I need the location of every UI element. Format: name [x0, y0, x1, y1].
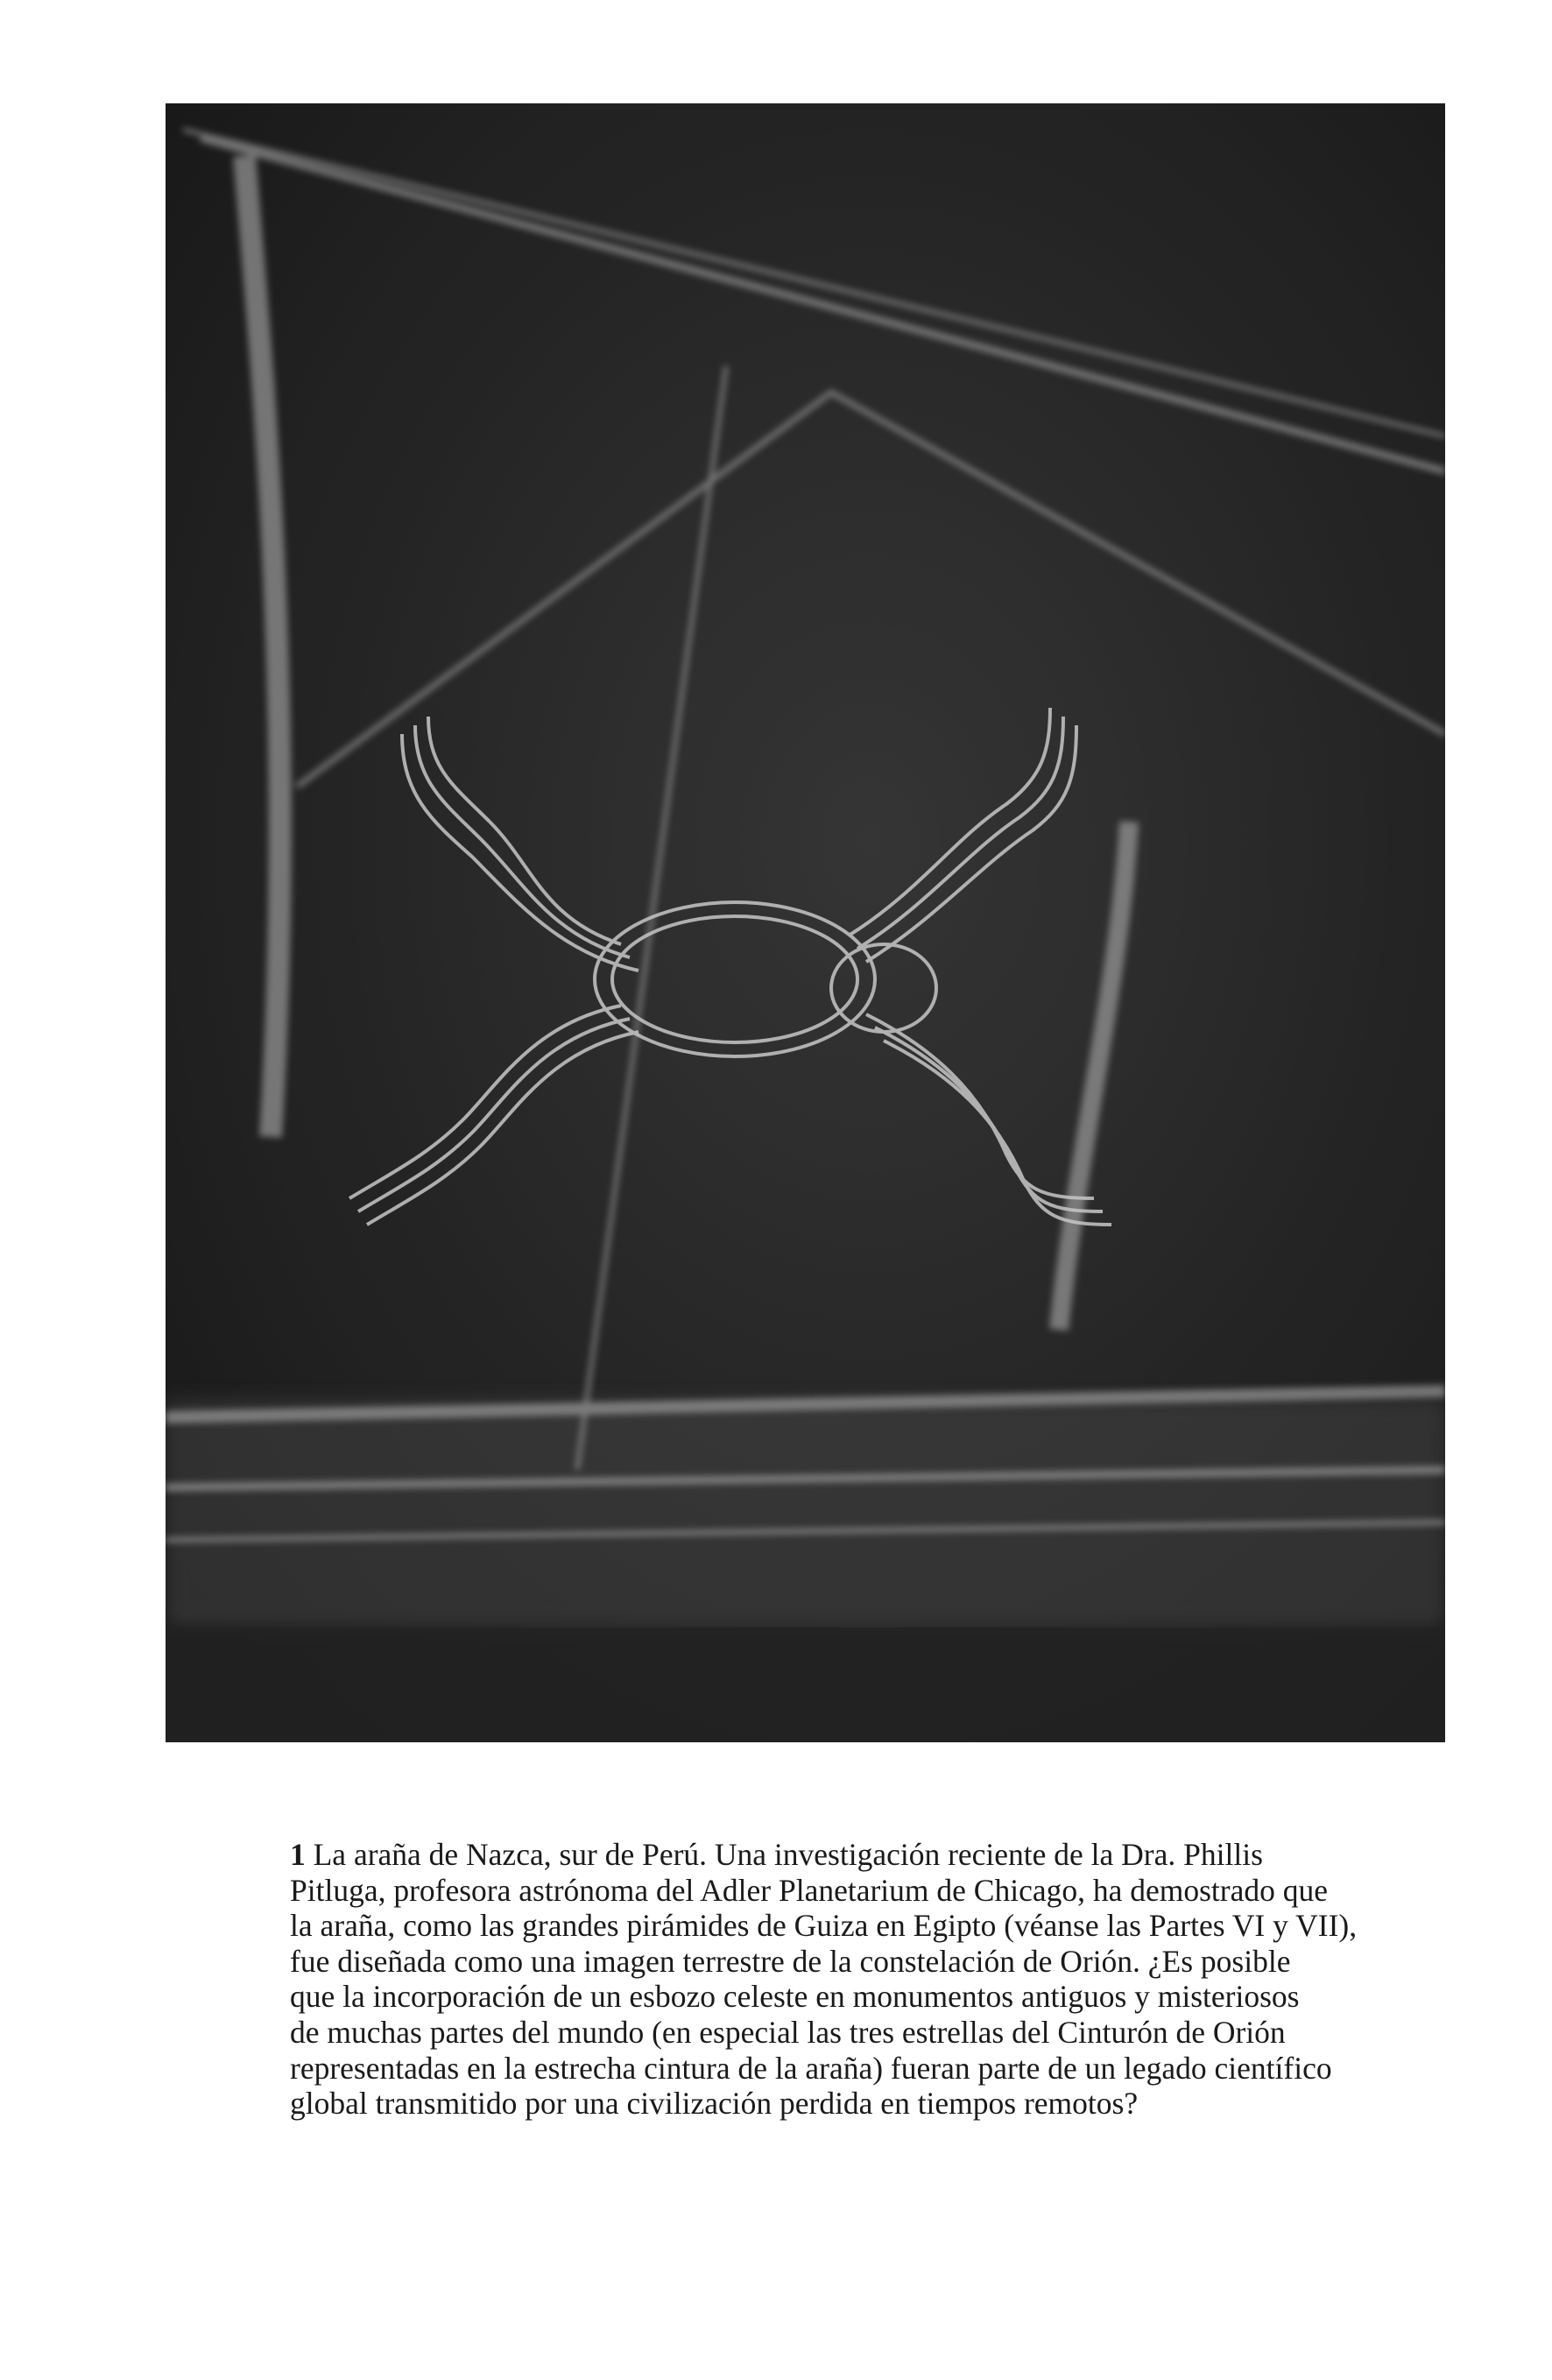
nazca-spider-photo	[166, 103, 1445, 1742]
caption-text-line: de muchas partes del mundo (en especial las tres estrellas del Cinturón de Orión	[290, 2014, 1286, 2050]
caption-text-line: La araña de Nazca, sur de Perú. Una investigación reciente de la Dra. Phillis	[313, 1837, 1263, 1872]
caption-text-line: la araña, como las grandes pirámides de Guiza en Egipto (véanse las Partes VI y VII),	[290, 1908, 1358, 1944]
caption-text-line: representadas en la estrecha cintura de la araña) fueran parte de un legado científico	[290, 2050, 1332, 2086]
nazca-spider-aerial-image	[166, 103, 1445, 1742]
caption-text-line: Pitluga, profesora astrónoma del Adler Planetarium de Chicago, ha demostrado que	[290, 1872, 1328, 1908]
caption-text-line: que la incorporación de un esbozo celeste en monumentos antiguos y misteriosos	[290, 1979, 1300, 2015]
caption-text-line: global transmitido por una civilización perdida en tiempos remotos?	[290, 2086, 1139, 2122]
caption-line-1	[290, 1837, 1429, 1873]
figure-number: 1	[290, 1837, 306, 1872]
caption-text-line: fue diseñada como una imagen terrestre de la constelación de Orión. ¿Es posible	[290, 1943, 1291, 1979]
figure-caption	[290, 1837, 1429, 2122]
